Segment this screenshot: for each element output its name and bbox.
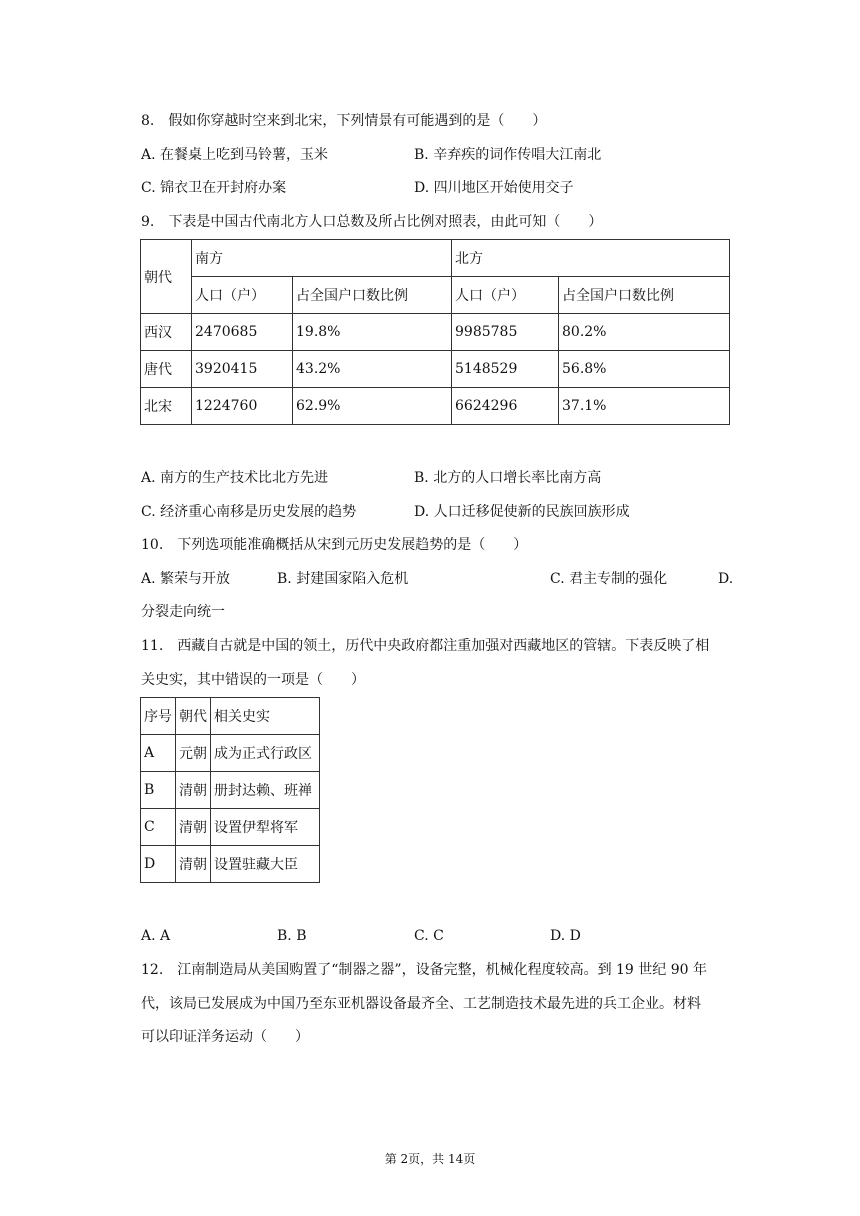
cell: 56.8% [559,351,730,388]
header-north: 北方 [452,240,730,277]
q11-option-a: A. A [141,928,171,944]
tibet-table [140,697,320,883]
header-south-ratio: 占全国户口数比例 [293,277,452,314]
q10-option-b: B. 封建国家陷入危机 [277,571,409,587]
cell: A [141,735,176,772]
cell: 3920415 [192,351,293,388]
cell: 册封达赖、班禅 [211,772,320,809]
q8-option-d: D. 四川地区开始使用交子 [414,180,574,196]
population-table [140,239,730,425]
header-fact: 相关史实 [211,698,320,735]
table-header-row [141,698,320,735]
cell: 43.2% [293,351,452,388]
cell: B [141,772,176,809]
q10-option-d-wrap: 分裂走向统一 [141,604,225,620]
q11-option-d: D. D [550,928,581,944]
header-index: 序号 [141,698,176,735]
cell: 80.2% [559,314,730,351]
table-row [141,846,320,883]
q10-option-a: A. 繁荣与开放 [141,571,231,587]
cell: 唐代 [141,351,192,388]
header-north-ratio: 占全国户口数比例 [559,277,730,314]
table-row [141,735,320,772]
q9-stem: 9. 下表是中国古代南北方人口总数及所占比例对照表，由此可知（ ） [141,214,603,230]
q12-line2: 代，该局已发展成为中国乃至东亚机器设备最齐全、工艺制造技术最先进的兵工企业。材料 [141,996,701,1012]
q11-option-b: B. B [277,928,307,944]
table-row [141,351,730,388]
header-dynasty: 朝代 [176,698,211,735]
header-south: 南方 [192,240,452,277]
cell: 6624296 [452,388,559,425]
table-row [141,314,730,351]
q9-option-b: B. 北方的人口增长率比南方高 [414,470,602,486]
cell: D [141,846,176,883]
q8-stem: 8. 假如你穿越时空来到北宋，下列情景有可能遇到的是（ ） [141,113,547,129]
q8-option-c: C. 锦衣卫在开封府办案 [141,180,287,196]
q8-option-b: B. 辛弃疾的词作传唱大江南北 [414,147,602,163]
cell: 设置伊犁将军 [211,809,320,846]
cell: C [141,809,176,846]
cell: 2470685 [192,314,293,351]
q10-stem: 10. 下列选项能准确概括从宋到元历史发展趋势的是（ ） [141,537,528,553]
header-south-pop: 人口（户） [192,277,293,314]
cell: 清朝 [176,846,211,883]
q12-line3: 可以印证洋务运动（ ） [141,1029,309,1045]
q9-option-a: A. 南方的生产技术比北方先进 [141,470,329,486]
table-row [141,809,320,846]
q9-option-c: C. 经济重心南移是历史发展的趋势 [141,504,357,520]
cell: 9985785 [452,314,559,351]
q9-option-d: D. 人口迁移促使新的民族回族形成 [414,504,630,520]
header-north-pop: 人口（户） [452,277,559,314]
cell: 成为正式行政区 [211,735,320,772]
cell: 北宋 [141,388,192,425]
cell: 62.9% [293,388,452,425]
q10-option-d: D. [718,571,734,587]
page-footer: 第 2页，共 14页 [384,1152,476,1166]
cell: 19.8% [293,314,452,351]
cell: 1224760 [192,388,293,425]
cell: 设置驻藏大臣 [211,846,320,883]
q12-line1: 12. 江南制造局从美国购置了“制器之器”，设备完整，机械化程度较高。到 19 世纪 90 年 [141,962,708,978]
cell: 清朝 [176,772,211,809]
q11-stem-line2: 关史实，其中错误的一项是（ ） [141,672,365,688]
q10-option-c: C. 君主专制的强化 [550,571,668,587]
q11-option-c: C. C [414,928,444,944]
cell: 元朝 [176,735,211,772]
cell: 37.1% [559,388,730,425]
header-dynasty: 朝代 [141,240,192,314]
cell: 西汉 [141,314,192,351]
cell: 清朝 [176,809,211,846]
q8-option-a: A. 在餐桌上吃到马铃薯，玉米 [141,147,329,163]
table-row [141,388,730,425]
q11-stem-line1: 11. 西藏自古就是中国的领土，历代中央政府都注重加强对西藏地区的管辖。下表反映了相 [141,638,710,654]
table-row [141,772,320,809]
cell: 5148529 [452,351,559,388]
